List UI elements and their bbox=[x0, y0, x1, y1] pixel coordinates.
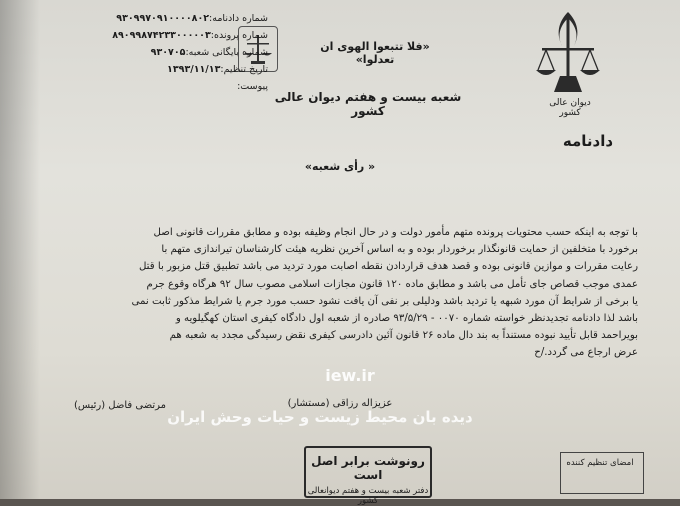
meta-row bbox=[78, 78, 268, 95]
meta-row bbox=[78, 27, 268, 44]
meta-label: تاریخ تنظیم: bbox=[220, 64, 268, 75]
site-watermark: iew.ir bbox=[325, 366, 375, 385]
meta-value: ۹۳۰۹۹۷۰۹۱۰۰۰۰۸۰۲ bbox=[116, 13, 210, 24]
verdict-body bbox=[40, 224, 638, 362]
meta-row bbox=[78, 10, 268, 27]
opinion-heading: « رأی شعبه» bbox=[304, 160, 376, 173]
certified-copy-stamp bbox=[304, 446, 432, 506]
body-line: عمدی موجب قصاص جای تأمل می باشد و مطابق ماده ۱۲۰ قانون مجازات اسلامی مصوب سال ۹۲ هرگاه وقوع جرم bbox=[146, 278, 638, 290]
body-line: با توجه به اینکه حسب محتویات پرونده متهم مأمور دولت و در حال انجام وظیفه بوده و مطابق مقررات قانونی اصل bbox=[153, 227, 638, 238]
court-name: دیوان عالی کشور bbox=[549, 98, 591, 118]
meta-label: شماره دادنامه: bbox=[209, 13, 268, 24]
meta-value: ۸۹۰۹۹۸۷۴۲۳۳۰۰۰۰۰۳ bbox=[112, 30, 211, 41]
judge-signature-president: مرتضی فاضل (رئیس) bbox=[73, 400, 167, 411]
body-line: باشد لذا دادنامه تجدیدنظر خواسته شماره ۰۰۷۰ - ۹۳/۵/۲۹ صادره از شعبه اول دادگاه کیفری استان کهگیلویه و bbox=[175, 313, 638, 325]
body-line: بویراحمد قابل تأیید نبوده مستنداً به بند دال ماده ۲۶ قانون آئین دادرسی کیفری نقض رسیدگی مجدد به شعبه هم bbox=[169, 330, 638, 342]
org-watermark: دیده بان محیط زیست و حیات وحش ایران bbox=[167, 408, 473, 426]
body-line: رعایت مقررات و موازین قانونی بوده و قصد هدف قراردادن نقطه اصابت مورد تردید می باشد تطبیق قتل مزبور با قتل bbox=[138, 261, 638, 273]
meta-row bbox=[78, 44, 268, 61]
body-line: عرض ارجاع می گردد./ح bbox=[534, 347, 638, 359]
court-branch: شعبه بیست و هفتم دیوان عالی کشور bbox=[274, 90, 462, 118]
stamp-title: رونوشت برابر اصل است bbox=[311, 454, 425, 482]
meta-value: ۹۳۰۷۰۵ bbox=[150, 47, 186, 58]
judge-signature-counsellor: عزیزاله رزاقی (مستشار) bbox=[287, 398, 393, 409]
meta-label: شماره بایگانی شعبه: bbox=[185, 47, 268, 58]
body-line: برخورد با متخلفین از حمایت قانونگذار برخوردار بوده و به اساس آخرین نظریه هیئت کارشناسان تیراندازی متهم با bbox=[161, 244, 638, 256]
signature-label: امضای تنظیم کننده bbox=[566, 458, 634, 468]
document-metadata bbox=[78, 10, 268, 95]
meta-label: شماره پرونده: bbox=[210, 30, 268, 41]
document-title: دادنامه bbox=[562, 132, 614, 150]
meta-value: ۱۳۹۳/۱۱/۱۳ bbox=[167, 64, 221, 75]
stamp-office: دفتر شعبه بیست و هفتم دیوانعالی کشور bbox=[307, 486, 429, 506]
body-line: یا برخی از شرایط آن مورد شبهه یا تردید باشد ودلیلی بر نفی آن یافت نشود حسب مورد جرم یا شرایط مذکور ثابت نمی bbox=[131, 295, 638, 307]
quran-verse: «فلا تتبعوا الهوی ان تعدلوا» bbox=[320, 40, 430, 66]
iran-emblem-icon bbox=[528, 8, 608, 100]
meta-label: پیوست: bbox=[237, 81, 268, 92]
meta-row bbox=[78, 61, 268, 78]
